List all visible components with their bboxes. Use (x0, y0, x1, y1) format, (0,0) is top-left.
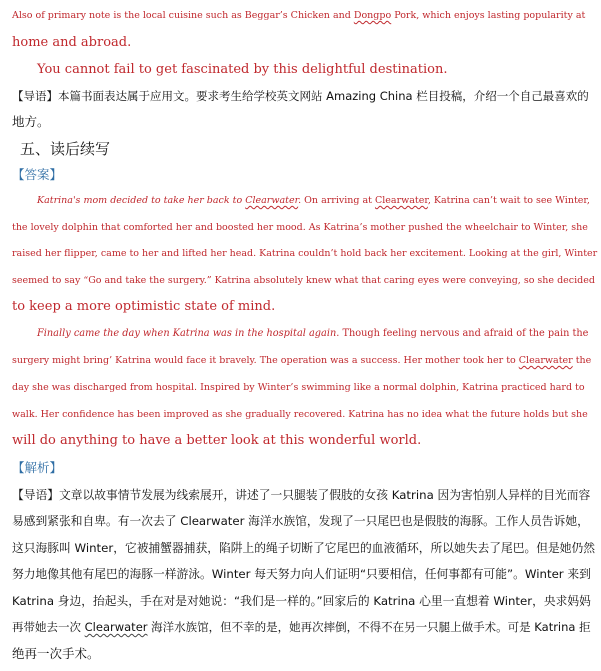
intro-text: Pork, which enjoys lasting popularity at (391, 10, 586, 21)
answer-text: Though feeling nervous and afraid of the pain the (339, 328, 589, 339)
answer-text: On arriving at (301, 195, 375, 206)
answer-p1-line-2: the lovely dolphin that comforted her and boosted her mood. As Katrina’s mother pushed the wheelchair to Winter, she (12, 222, 588, 233)
guide2-line-1: 【导语】文章以故事情节发展为线索展开，讲述了一只腿装了假肢的女孩 Katrina 因为害怕别人异样的目光而容 (12, 488, 591, 502)
guide2-line-6 (12, 619, 591, 635)
answer-lead-italic: Finally came the day when Katrina was in the hospital again. (37, 328, 340, 339)
answer-p2-line-4: walk. Her confidence has been improved as she gradually recovered. Katrina has no idea what the future holds but she (12, 409, 588, 420)
guide1-line-1: 【导语】本篇书面表达属于应用文。要求考生给学校英文网站 Amazing China 栏目投稿，介绍一个自己最喜欢的 (12, 89, 589, 103)
dongpo-word: Dongpo (353, 10, 392, 21)
guide2-line-4: 努力地像其他有尾巴的海豚一样游泳。Winter 每天努力向人们证明“只要相信，任何事都有可能”。Winter 来到 (12, 567, 591, 581)
guide-text: 再带她去一次 (12, 620, 85, 634)
answer-p2-line-1 (37, 326, 588, 342)
guide1-line-2: 地方。 (12, 114, 50, 129)
answer-text: the (572, 355, 592, 366)
guide-text: 海洋水族馆，但不幸的是，她再次摔倒，不得不在另一只腿上做手术。可是 Katrina 拒 (147, 620, 591, 634)
clearwater-word: Clearwater (374, 195, 428, 206)
answer-lead-italic: . (298, 195, 302, 206)
intro-text: Also of primary note is the local cuisine such as Beggar’s Chicken and (12, 10, 354, 21)
guide2-line-2: 易感到紧张和自卑。有一次去了 Clearwater 海洋水族馆，发现了一只尾巴也是假肢的海豚。工作人员告诉她， (12, 514, 589, 528)
answer-p2-line-3: day she was discharged from hospital. Inspired by Winter’s swimming like a normal dolphin, Katrina practiced hard to (12, 382, 585, 393)
guide2-line-3: 这只海豚叫 Winter，它被捕蟹器捕获，陷阱上的绳子切断了它尾巴的血液循环，所以她失去了尾巴。但是她仍然 (12, 541, 595, 555)
intro-line-1 (12, 8, 585, 24)
analysis-tag: 【解析】 (12, 460, 63, 475)
clearwater-word: Clearwater (84, 620, 148, 634)
answer-p1-line-4: seemed to say “Go and take the surgery.” Katrina absolutely knew what that caring eyes were conveying, so she decided (12, 275, 595, 286)
answer-p2-line-2 (12, 353, 591, 369)
guide2-line-7: 绝再一次手术。 (12, 646, 100, 661)
answer-text: , Katrina can’t wait to see Winter, (427, 195, 590, 206)
intro-line-3: You cannot fail to get fascinated by this delightful destination. (37, 62, 448, 77)
intro-line-2: home and abroad. (12, 35, 132, 50)
answer-text: surgery might bring’ Katrina would face it bravely. The operation was a success. Her mother took her to (12, 355, 519, 366)
answer-p1-line-1 (37, 193, 590, 209)
section-five-title: 五、读后续写 (20, 140, 111, 158)
answer-p1-line-3: raised her flipper, came to her and lifted her head. Katrina couldn’t hold back her excitement. Looking at the girl, Winter (12, 248, 598, 259)
answer-lead-italic: Katrina's mom decided to take her back to (37, 195, 246, 206)
answer-p1-line-5: to keep a more optimistic state of mind. (12, 299, 276, 314)
answer-p2-line-5: will do anything to have a better look at this wonderful world. (12, 433, 422, 448)
answer-tag: 【答案】 (12, 167, 63, 182)
guide2-line-5: Katrina 身边，抬起头，手在对是对她说：“我们是一样的。”回家后的 Katrina 心里一直想着 Winter，央求妈妈 (12, 594, 591, 608)
clearwater-word: Clearwater (518, 355, 573, 366)
clearwater-word: Clearwater (245, 195, 299, 206)
